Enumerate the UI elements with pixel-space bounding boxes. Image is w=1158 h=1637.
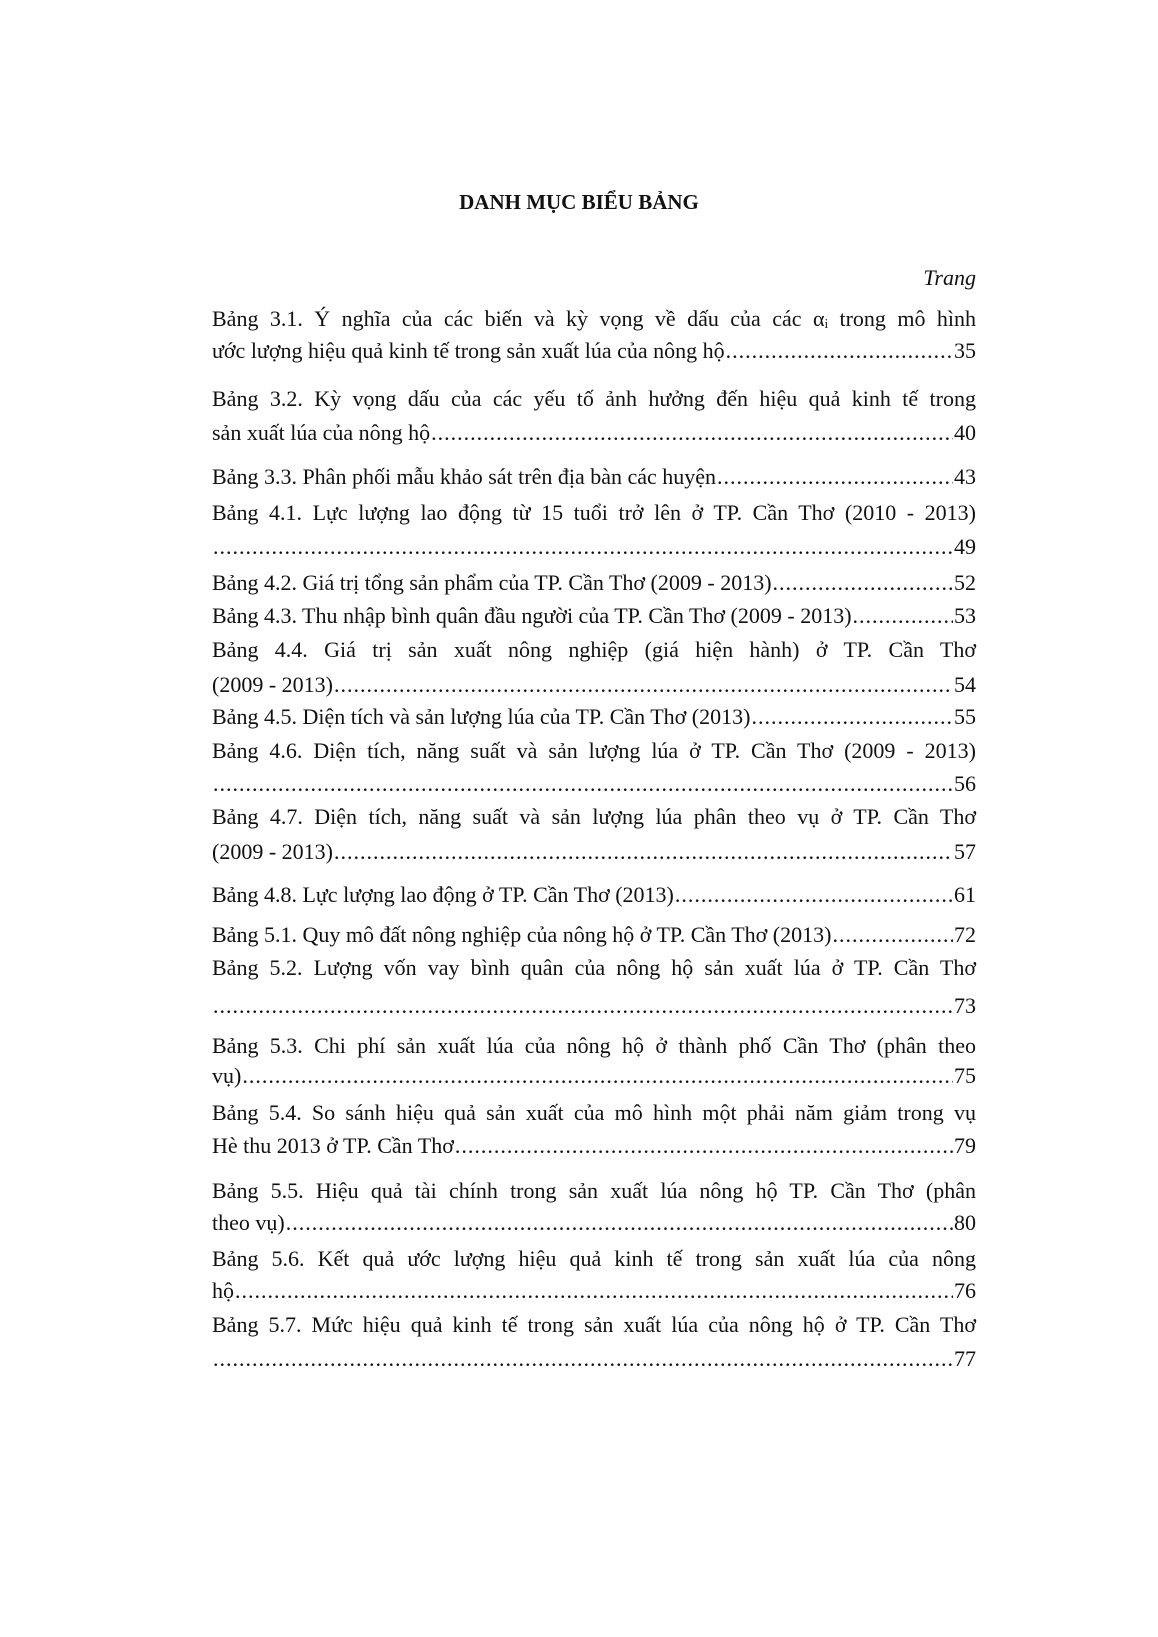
toc-entry-text: vụ) [212,1063,242,1088]
dot-leader [726,338,953,364]
dot-leader [235,1278,953,1304]
toc-entry-text: Bảng 4.2. Giá trị tổng sản phẩm của TP. Cần Thơ (2009 - 2013) [212,570,772,595]
toc-entry[interactable] [212,1063,976,1089]
dot-leader [431,420,953,446]
toc-entry-text: Bảng 5.1. Quy mô đất nông nghiệp của nông hộ ở TP. Cần Thơ (2013) [212,922,832,947]
dot-leader [213,993,953,1019]
toc-entry[interactable] [212,570,976,596]
toc-entry-line: Bảng 4.4. Giá trị sản xuất nông nghiệp (giá hiện hành) ở TP. Cần Thơ [212,637,976,662]
toc-entry-line: Bảng 3.2. Kỳ vọng dấu của các yếu tố ảnh hưởng đến hiệu quả kinh tế trong [212,386,976,411]
dot-leader [675,882,953,908]
page-column-header: Trang [923,265,976,290]
page-number: 80 [954,1210,976,1235]
page-number: 55 [954,704,976,729]
dot-leader [455,1133,953,1159]
toc-entry-text: Bảng 3.3. Phân phối mẫu khảo sát trên địa bàn các huyện [212,464,717,489]
toc-entry[interactable] [212,839,976,865]
toc-entry[interactable] [212,1133,976,1159]
toc-entry[interactable] [212,338,976,364]
toc-entry-text: sản xuất lúa của nông hộ [212,420,431,445]
page-number: 73 [954,993,976,1018]
dot-leader [286,1210,953,1236]
dot-leader [213,1346,953,1372]
dot-leader [717,464,953,490]
toc-entry-text: Bảng 4.3. Thu nhập bình quân đầu người của TP. Cần Thơ (2009 - 2013) [212,603,852,628]
toc-entry[interactable] [212,771,976,797]
page-number: 61 [954,882,976,907]
toc-entry[interactable] [212,704,976,730]
dot-leader [334,839,953,865]
toc-entry-line: Bảng 5.3. Chi phí sản xuất lúa của nông hộ ở thành phố Cần Thơ (phân theo [212,1033,976,1058]
dot-leader [334,672,953,698]
toc-entry-text: hộ [212,1278,234,1303]
page-number: 75 [954,1063,976,1088]
toc-entry-text: theo vụ) [212,1210,285,1235]
page-title: DANH MỤC BIỂU BẢNG [459,190,699,214]
page-number: 79 [954,1133,976,1158]
toc-entry[interactable] [212,1346,976,1372]
page-number: 72 [954,922,976,947]
toc-entry-line: Bảng 5.2. Lượng vốn vay bình quân của nông hộ sản xuất lúa ở TP. Cần Thơ [212,955,976,980]
toc-entry[interactable] [212,882,976,908]
toc-entry[interactable] [212,993,976,1019]
page-number: 40 [954,420,976,445]
toc-entry-text: (2009 - 2013) [212,672,333,697]
dot-leader [751,704,953,730]
page-number: 52 [954,570,976,595]
dot-leader [773,570,953,596]
toc-entry[interactable] [212,1210,976,1236]
toc-entry-line: Bảng 5.4. So sánh hiệu quả sản xuất của mô hình một phải năm giảm trong vụ [212,1100,976,1125]
toc-entry-text: Bảng 4.8. Lực lượng lao động ở TP. Cần Thơ (2013) [212,882,674,907]
toc-entry[interactable] [212,603,976,629]
toc-entry-line: Bảng 4.1. Lực lượng lao động từ 15 tuổi trở lên ở TP. Cần Thơ (2010 - 2013) [212,500,976,525]
page-number: 49 [954,534,976,559]
page-number: 54 [954,672,976,697]
toc-entry-line: Bảng 4.7. Diện tích, năng suất và sản lượng lúa phân theo vụ ở TP. Cần Thơ [212,804,976,829]
dot-leader [213,771,953,797]
toc-entry-text: (2009 - 2013) [212,839,333,864]
toc-entry[interactable] [212,922,976,948]
toc-entry-line: Bảng 3.1. Ý nghĩa của các biến và kỳ vọng về dấu của các αᵢ trong mô hình [212,306,976,331]
page-number: 57 [954,839,976,864]
page-number: 35 [954,338,976,363]
page-number: 43 [954,464,976,489]
toc-entry[interactable] [212,534,976,560]
page-number: 56 [954,771,976,796]
toc-entry-text: Hè thu 2013 ở TP. Cần Thơ [212,1133,454,1158]
toc-entry-line: Bảng 4.6. Diện tích, năng suất và sản lượng lúa ở TP. Cần Thơ (2009 - 2013) [212,738,976,763]
dot-leader [213,534,953,560]
toc-entry-text: Bảng 4.5. Diện tích và sản lượng lúa của TP. Cần Thơ (2013) [212,704,751,729]
toc-entry-text: ước lượng hiệu quả kinh tế trong sản xuất lúa của nông hộ [212,338,725,363]
toc-entry[interactable] [212,672,976,698]
dot-leader [242,1063,953,1089]
page-number: 77 [954,1346,976,1371]
dot-leader [832,922,953,948]
toc-entry[interactable] [212,464,976,490]
page-number: 76 [954,1278,976,1303]
toc-entry[interactable] [212,1278,976,1304]
toc-entry[interactable] [212,420,976,446]
toc-entry-line: Bảng 5.5. Hiệu quả tài chính trong sản xuất lúa nông hộ TP. Cần Thơ (phân [212,1178,976,1203]
dot-leader [853,603,953,629]
toc-entry-line: Bảng 5.7. Mức hiệu quả kinh tế trong sản xuất lúa của nông hộ ở TP. Cần Thơ [212,1312,976,1337]
toc-entry-line: Bảng 5.6. Kết quả ước lượng hiệu quả kinh tế trong sản xuất lúa của nông [212,1246,976,1271]
page-number: 53 [954,603,976,628]
